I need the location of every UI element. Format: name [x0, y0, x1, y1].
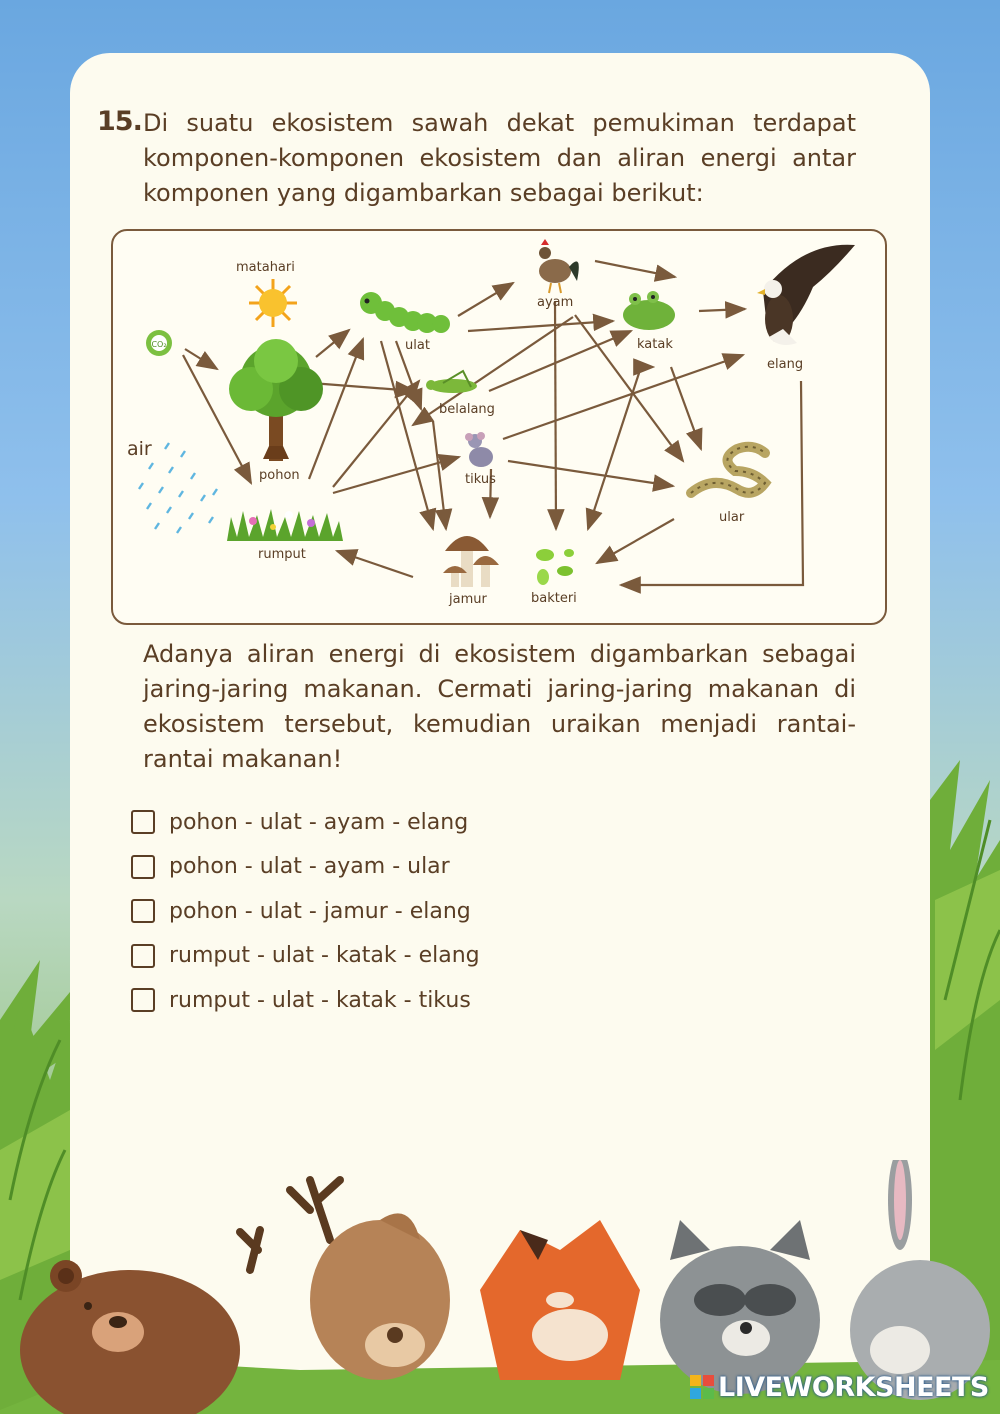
label-pohon: pohon — [259, 468, 300, 483]
rabbit-icon — [850, 1160, 990, 1400]
option-label: pohon - ulat - ayam - elang — [169, 809, 469, 835]
answer-options — [131, 800, 480, 1023]
label-ular: ular — [719, 510, 745, 525]
mouse-icon — [465, 432, 493, 467]
grass-icon — [227, 509, 343, 541]
frog-icon — [623, 291, 675, 330]
instruction-text: Adanya aliran energi di ekosistem digambarkan sebagai jaring-jaring makanan. Cermati jaring-jaring makanan di ekosistem tersebut, kemudian uraikan menjadi rantai-rantai makanan! — [143, 640, 856, 773]
label-matahari: matahari — [236, 260, 295, 275]
option-label: pohon - ulat - jamur - elang — [169, 898, 471, 924]
option-checkbox[interactable] — [131, 944, 155, 968]
fox-icon — [480, 1220, 640, 1380]
label-bakteri: bakteri — [531, 591, 577, 606]
label-jamur: jamur — [449, 592, 487, 607]
co2-icon — [146, 330, 172, 356]
label-air: air — [127, 438, 152, 460]
label-katak: katak — [637, 337, 673, 352]
food-web-diagram — [111, 229, 887, 625]
label-tikus: tikus — [465, 472, 496, 487]
option-checkbox[interactable] — [131, 855, 155, 879]
sun-icon — [249, 279, 297, 327]
option-label: rumput - ulat - katak - tikus — [169, 987, 471, 1013]
option-checkbox[interactable] — [131, 810, 155, 834]
mushroom-icon — [443, 536, 499, 587]
label-ulat: ulat — [405, 338, 430, 353]
option-item[interactable] — [131, 934, 480, 979]
option-checkbox[interactable] — [131, 988, 155, 1012]
option-checkbox[interactable] — [131, 899, 155, 923]
bear-icon — [20, 1260, 240, 1414]
raccoon-icon — [660, 1220, 820, 1394]
question-text: Di suatu ekosistem sawah dekat pemukiman terdapat komponen-komponen ekosistem dan aliran energi antar komponen yang digambarkan sebagai berikut: — [143, 109, 856, 207]
liveworksheets-logo — [690, 1372, 989, 1403]
tree-icon — [229, 339, 323, 461]
option-item[interactable] — [131, 978, 480, 1023]
bacteria-icon — [536, 549, 574, 585]
eagle-icon — [757, 245, 855, 345]
caterpillar-icon — [360, 292, 450, 333]
option-item[interactable] — [131, 800, 480, 845]
snake-icon — [691, 447, 765, 493]
label-elang: elang — [767, 357, 804, 372]
question-number: 15. — [97, 106, 142, 137]
label-rumput: rumput — [258, 547, 306, 562]
deer-icon — [240, 1180, 450, 1380]
label-ayam: ayam — [537, 295, 574, 310]
option-item[interactable] — [131, 889, 480, 934]
logo-text: LIVEWORKSHEETS — [718, 1372, 989, 1403]
grasshopper-icon — [426, 371, 477, 393]
svg-text:CO₂: CO₂ — [151, 340, 167, 349]
option-label: pohon - ulat - ayam - ular — [169, 854, 450, 880]
label-belalang: belalang — [439, 402, 495, 417]
option-label: rumput - ulat - katak - elang — [169, 943, 480, 969]
rooster-icon — [539, 239, 579, 293]
logo-icon — [690, 1375, 714, 1399]
option-item[interactable] — [131, 845, 480, 890]
